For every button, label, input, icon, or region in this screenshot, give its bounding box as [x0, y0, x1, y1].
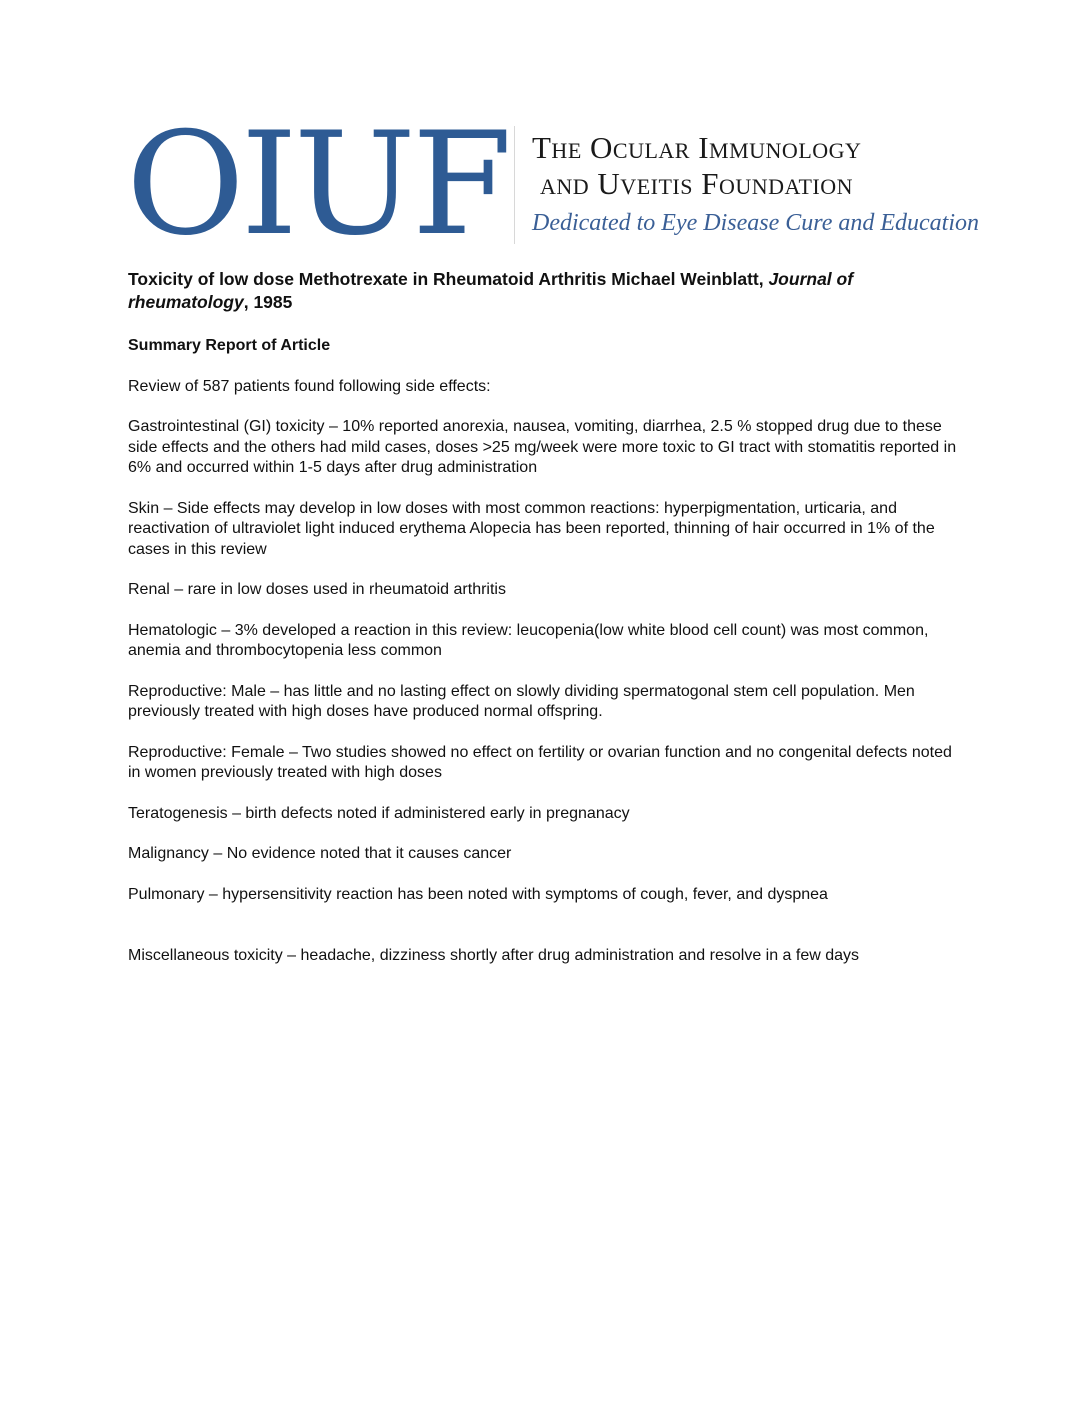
article-year: , 1985: [243, 292, 293, 312]
paragraph-reproductive-female: Reproductive: Female – Two studies showed no effect on fertility or ovarian function and no congenital defects noted in women previously treated with high doses: [128, 743, 952, 781]
paragraph-hematologic: Hematologic – 3% developed a reaction in this review: leucopenia(low white blood cell count) was most common, anemia and thrombocytopenia less common: [128, 621, 929, 659]
logo-divider: [514, 126, 515, 244]
section-heading: Summary Report of Article: [128, 337, 331, 354]
organization-name-line2: and Uveitis Foundation: [540, 166, 853, 201]
paragraph-miscellaneous: Miscellaneous toxicity – headache, dizziness shortly after drug administration and resolve in a few days: [128, 947, 860, 964]
article-summary: [128, 268, 968, 987]
paragraph-gastrointestinal: Gastrointestinal (GI) toxicity – 10% reported anorexia, nausea, vomiting, diarrhea, 2.5 % stopped drug due to these side effects and the others had mild cases, doses >25 mg/week were more toxic to GI tract with stomatitis reported in 6% and occurred within 1-5 days after drug administration: [128, 418, 957, 476]
article-title-main: Toxicity of low dose Methotrexate in Rheumatoid Arthritis Michael Weinblatt,: [128, 269, 769, 289]
oiuf-logo: [126, 102, 979, 267]
paragraph-skin: Skin – Side effects may develop in low doses with most common reactions: hyperpigmentation, urticaria, and reactivation of ultraviolet light induced erythema Alopecia has been reported, thinning of hair occurred in 1% of the cases in this review: [128, 499, 935, 558]
organization-name-line1: The Ocular Immunology: [532, 130, 862, 165]
paragraph-pulmonary: Pulmonary – hypersensitivity reaction has been noted with symptoms of cough, fever, and dyspnea: [128, 885, 828, 903]
paragraph-malignancy: Malignancy – No evidence noted that it causes cancer: [128, 845, 512, 862]
paragraph-renal: Renal – rare in low doses used in rheumatoid arthritis: [128, 581, 506, 598]
organization-tagline: Dedicated to Eye Disease Cure and Education: [532, 210, 979, 236]
paragraph-reproductive-male: Reproductive: Male – has little and no lasting effect on slowly dividing spermatogonal stem cell population. Men previously treated with high doses have produced normal offspring.: [128, 682, 915, 720]
article-title: [128, 268, 968, 314]
organization-name: [532, 130, 861, 202]
intro-paragraph: Review of 587 patients found following side effects:: [128, 377, 491, 395]
paragraph-teratogenesis: Teratogenesis – birth defects noted if administered early in pregnanacy: [128, 804, 630, 822]
logo-mark: OIUF: [126, 102, 509, 267]
journal-name: Journal of rheumatology: [128, 269, 854, 312]
